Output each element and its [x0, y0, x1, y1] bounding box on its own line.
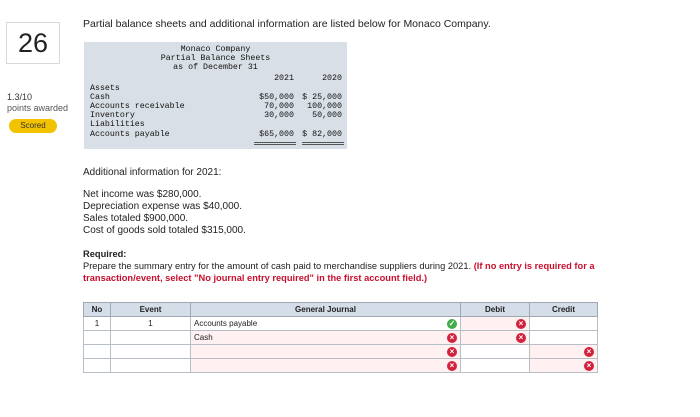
incorrect-icon: ×: [584, 347, 594, 357]
score-block: [7, 92, 68, 114]
bs-cell: $ 82,000: [302, 130, 342, 139]
additional-item: Cost of goods sold totaled $315,000.: [83, 225, 246, 236]
account-select[interactable]: Accounts payable ✓: [191, 317, 461, 331]
table-row: [84, 345, 598, 359]
bs-row-label: Inventory: [90, 111, 135, 120]
debit-input[interactable]: [461, 345, 530, 359]
bs-year-2021: 2021: [274, 74, 294, 83]
bs-year-2020: 2020: [322, 74, 342, 83]
required-note: (If no entry is required for a transaction/event, select "No journal entry required" in the first account field.): [83, 261, 595, 283]
credit-input[interactable]: [530, 317, 598, 331]
bs-row-label: Assets: [90, 84, 120, 93]
bs-underline: [302, 142, 344, 143]
status-badge: Scored: [9, 119, 57, 133]
bs-date: as of December 31: [173, 63, 258, 72]
score-label: points awarded: [7, 103, 69, 113]
incorrect-icon: ×: [447, 333, 457, 343]
score-value: 1.3/10: [7, 92, 33, 102]
intro-text: Partial balance sheets and additional information are listed below for Monaco Company.: [83, 18, 491, 30]
credit-input[interactable]: [530, 331, 598, 345]
bs-cell: $50,000: [259, 93, 294, 102]
cell-no: [84, 345, 111, 359]
bs-underline: [302, 144, 344, 145]
debit-input[interactable]: [461, 331, 530, 345]
account-select[interactable]: [191, 359, 461, 373]
col-credit: Credit: [530, 303, 598, 317]
incorrect-icon: ×: [447, 361, 457, 371]
additional-item: Net income was $280,000.: [83, 189, 202, 200]
incorrect-icon: ×: [447, 347, 457, 357]
incorrect-icon: ×: [516, 319, 526, 329]
bs-row-label: Accounts payable: [90, 130, 170, 139]
additional-item: Depreciation expense was $40,000.: [83, 201, 242, 212]
cell-no: [84, 359, 111, 373]
bs-title: Partial Balance Sheets: [160, 54, 271, 63]
debit-input[interactable]: [461, 317, 530, 331]
col-no: No: [84, 303, 111, 317]
bs-cell: 100,000: [307, 102, 342, 111]
bs-cell: $65,000: [259, 130, 294, 139]
required-text: Prepare the summary entry for the amount of cash paid to merchandise suppliers during 2021.: [83, 261, 472, 271]
incorrect-icon: ×: [584, 361, 594, 371]
table-row: [84, 359, 598, 373]
bs-cell: 30,000: [264, 111, 294, 120]
correct-icon: ✓: [448, 318, 456, 328]
cell-event: [111, 331, 191, 345]
bs-row-label: Cash: [90, 93, 110, 102]
balance-sheet: [84, 42, 347, 149]
bs-cell: $ 25,000: [302, 93, 342, 102]
col-account: General Journal: [191, 303, 461, 317]
table-row: [84, 317, 598, 331]
cell-event: 1: [111, 317, 191, 331]
bs-row-label: Liabilities: [90, 120, 145, 129]
bs-cell: 70,000: [264, 102, 294, 111]
credit-input[interactable]: [530, 345, 598, 359]
bs-company: Monaco Company: [180, 45, 251, 54]
cell-no: 1: [84, 317, 111, 331]
bs-underline: [254, 144, 296, 145]
additional-heading: Additional information for 2021:: [83, 167, 222, 178]
col-debit: Debit: [461, 303, 530, 317]
question-number: 26: [6, 22, 60, 64]
account-select[interactable]: Cash ×: [191, 331, 461, 345]
table-row: [84, 331, 598, 345]
additional-item: Sales totaled $900,000.: [83, 213, 189, 224]
debit-input[interactable]: [461, 359, 530, 373]
incorrect-icon: ×: [516, 333, 526, 343]
required-section: [83, 248, 673, 284]
credit-input[interactable]: [530, 359, 598, 373]
col-event: Event: [111, 303, 191, 317]
cell-event: [111, 359, 191, 373]
account-select[interactable]: [191, 345, 461, 359]
bs-row-label: Accounts receivable: [90, 102, 185, 111]
bs-cell: 50,000: [312, 111, 342, 120]
cell-no: [84, 331, 111, 345]
bs-underline: [254, 142, 296, 143]
cell-event: [111, 345, 191, 359]
required-label: Required:: [83, 249, 127, 259]
journal-table: [83, 302, 598, 373]
